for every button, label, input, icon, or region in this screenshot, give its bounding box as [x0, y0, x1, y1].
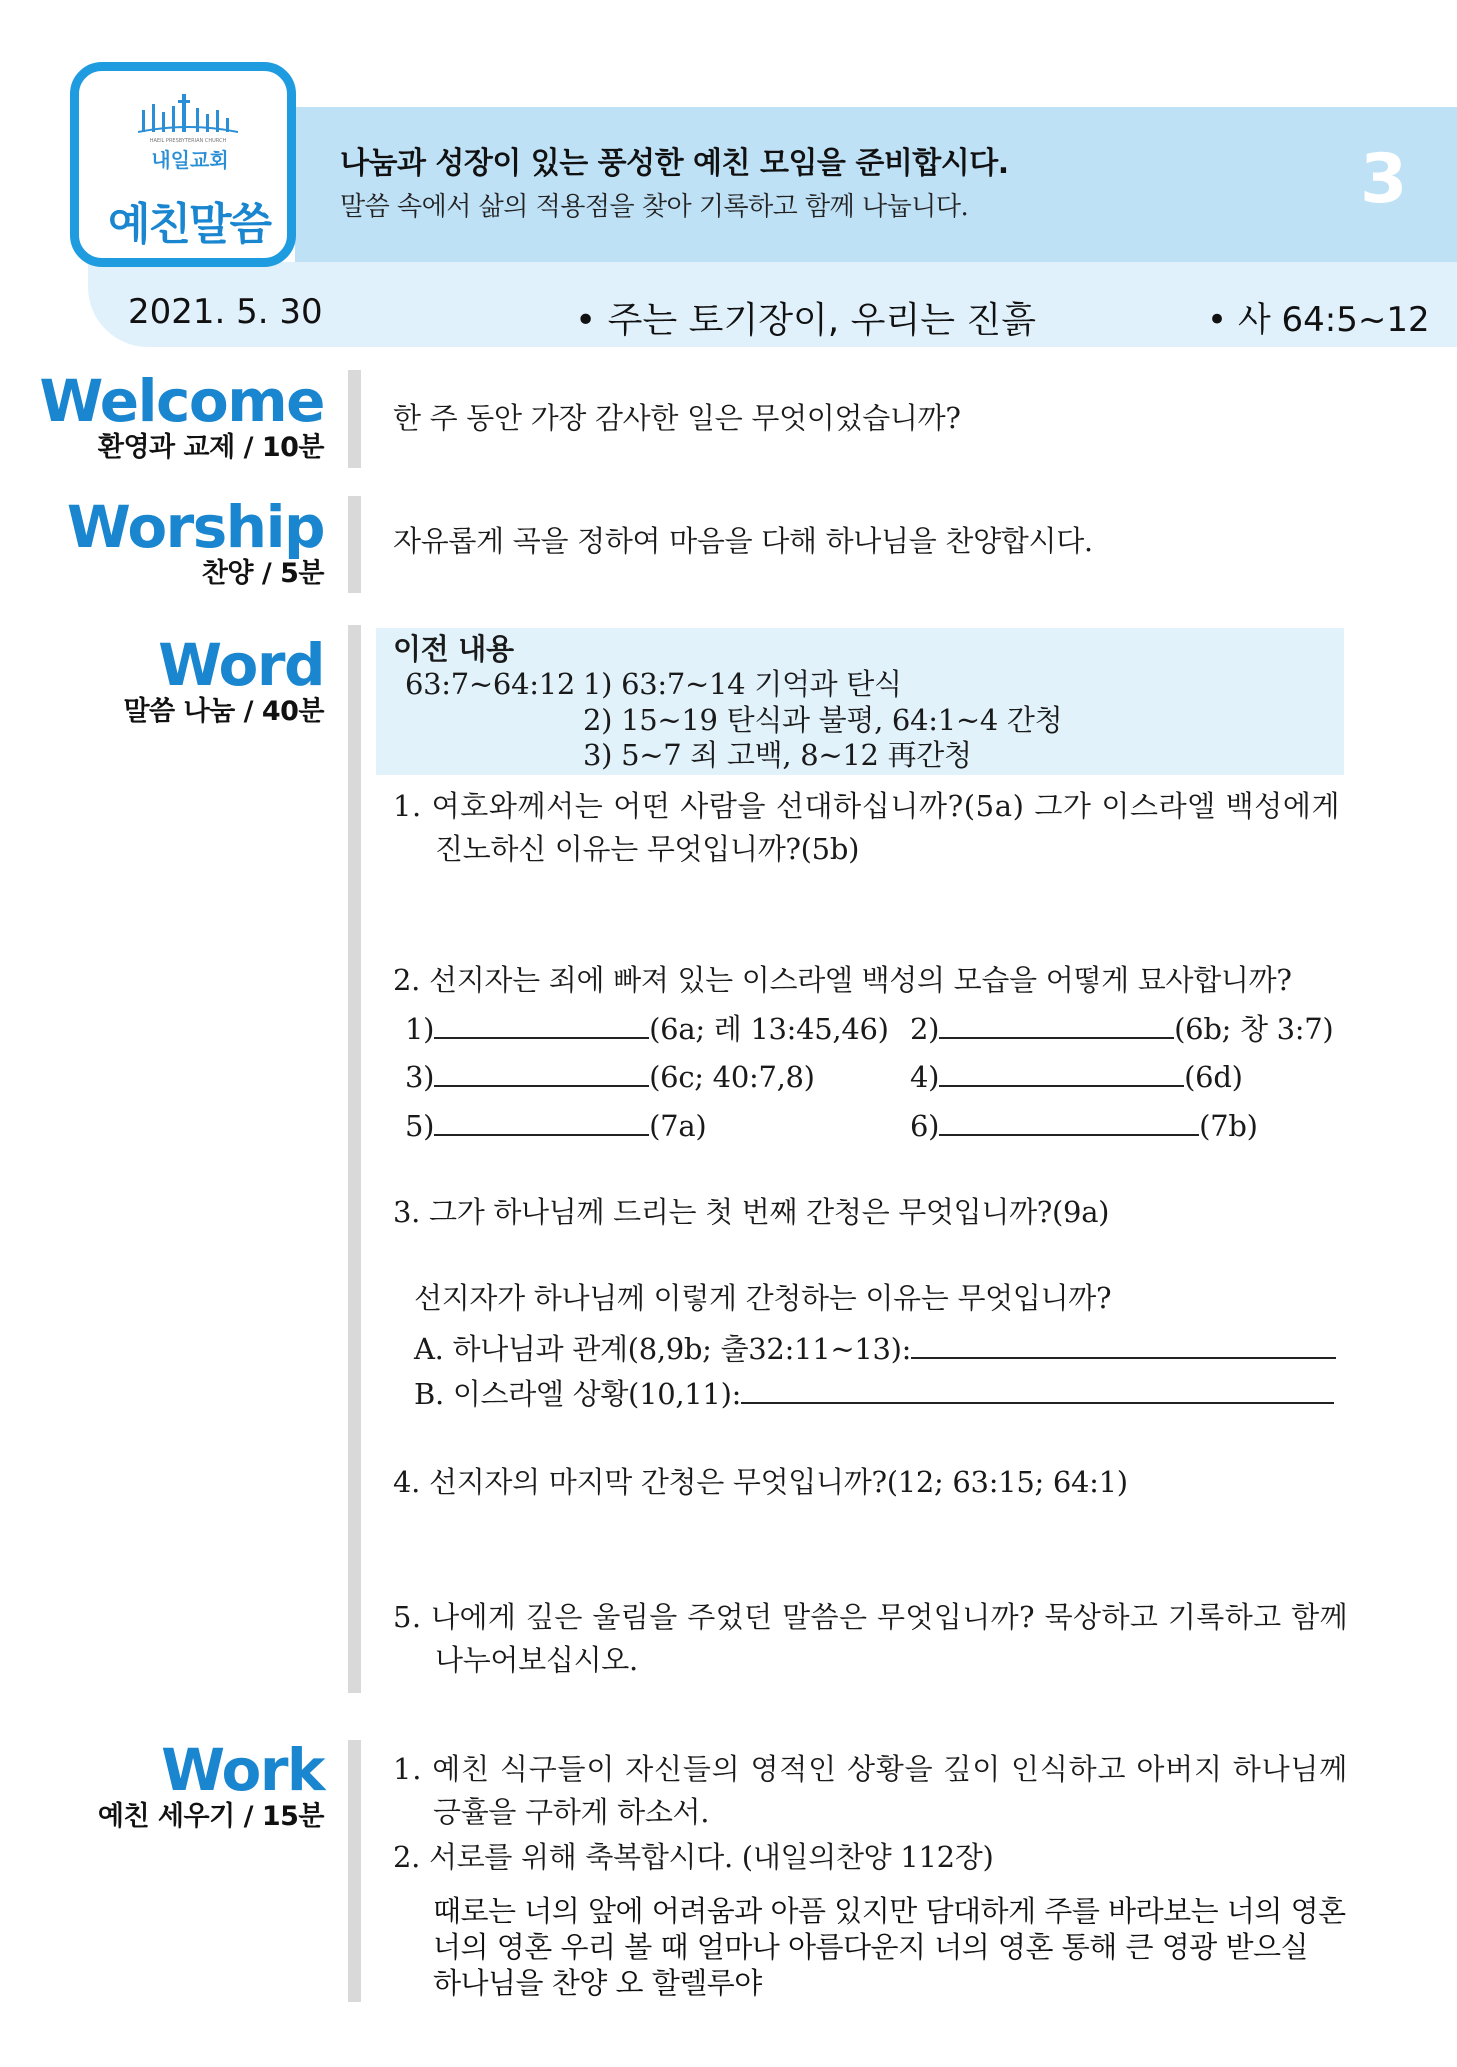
hymn-line: 너의 영혼 우리 볼 때 얼마나 아름다운지 너의 영혼 통해 큰 영광 받으실: [433, 1930, 1309, 1964]
logo-title: 예친말씀: [107, 199, 270, 250]
answer-blank[interactable]: [939, 1009, 1174, 1039]
welcome-text: 한 주 동안 가장 감사한 일은 무엇이었습니까?: [393, 401, 961, 435]
blank-reference: (7b): [1199, 1109, 1258, 1143]
church-name: 내일교회: [151, 148, 229, 172]
worship-text: 자유롭게 곡을 정하여 마음을 다해 하나님을 찬양합시다.: [393, 524, 1093, 558]
work-item-1-cont: 긍휼을 구하게 하소서.: [433, 1795, 710, 1829]
question-4: 4. 선지자의 마지막 간청은 무엇입니까?(12; 63:15; 64:1): [393, 1465, 1128, 1499]
blank-row: [405, 1057, 815, 1092]
answer-blank[interactable]: [741, 1374, 1334, 1404]
previous-item: 1) 63:7~14 기억과 탄식: [583, 667, 902, 701]
scripture-passage: • 사 64:5~12: [1207, 300, 1430, 340]
blank-number: 5): [405, 1109, 435, 1143]
blank-number: 2): [910, 1012, 940, 1046]
work-item-1: 1. 예친 식구들이 자신들의 영적인 상황을 깊이 인식하고 아버지 하나님께: [393, 1752, 1349, 1786]
word-bar: [348, 625, 361, 1693]
answer-blank[interactable]: [434, 1106, 649, 1136]
blank-number: 1): [405, 1012, 435, 1046]
blank-number: 3): [405, 1060, 435, 1094]
answer-blank[interactable]: [939, 1057, 1184, 1087]
hymn-line: 때로는 너의 앞에 어려움과 아픔 있지만 담대하게 주를 바라보는 너의 영혼: [433, 1894, 1346, 1928]
header-title: 나눔과 성장이 있는 풍성한 예친 모임을 준비합시다.: [340, 146, 1009, 181]
blank-row: [405, 1009, 889, 1044]
answer-blank[interactable]: [939, 1106, 1199, 1136]
question-2: 2. 선지자는 죄에 빠져 있는 이스라엘 백성의 모습을 어떻게 묘사합니까?: [393, 963, 1292, 997]
question-1-cont: 진노하신 이유는 무엇입니까?(5b): [435, 832, 860, 866]
header-subtitle: 말씀 속에서 삶의 적용점을 찾아 기록하고 함께 나눕니다.: [340, 192, 969, 222]
question-1: 1. 여호와께서는 어떤 사람을 선대하십니까?(5a) 그가 이스라엘 백성에게: [393, 789, 1341, 823]
blank-row: [910, 1057, 1243, 1092]
blank-row: [910, 1009, 1333, 1044]
question-3-a: [414, 1329, 1336, 1364]
blank-reference: (7a): [649, 1109, 707, 1143]
blank-row: [405, 1106, 706, 1141]
blank-row: [910, 1106, 1258, 1141]
question-3-a-label: A. 하나님과 관계(8,9b; 출32:11~13):: [414, 1332, 912, 1366]
logo-subtitle: HAEIL PRESBYTERIAN CHURCH: [149, 138, 227, 144]
blank-reference: (6a; 레 13:45,46): [649, 1012, 889, 1046]
work-sublabel: 예친 세우기 / 15분: [97, 1801, 324, 1832]
hymn-line: 하나님을 찬양 오 할렐루야: [433, 1966, 762, 2000]
work-bar: [348, 1740, 361, 2002]
previous-item: 2) 15~19 탄식과 불평, 64:1~4 간청: [583, 703, 1063, 737]
blank-reference: (6c; 40:7,8): [649, 1060, 815, 1094]
worship-label: Worship: [66, 493, 324, 561]
answer-blank[interactable]: [911, 1329, 1336, 1359]
question-3-sub: 선지자가 하나님께 이렇게 간청하는 이유는 무엇입니까?: [414, 1281, 1112, 1315]
work-item-2: 2. 서로를 위해 축복합시다. (내일의찬양 112장): [393, 1840, 994, 1874]
answer-blank[interactable]: [434, 1057, 649, 1087]
question-3-b: [414, 1374, 1334, 1409]
word-sublabel: 말씀 나눔 / 40분: [123, 696, 324, 727]
question-5: 5. 나에게 깊은 울림을 주었던 말씀은 무엇입니까? 묵상하고 기록하고 함께: [393, 1600, 1348, 1634]
worship-bar: [348, 496, 361, 593]
previous-content-title: 이전 내용: [393, 632, 514, 666]
question-3-b-label: B. 이스라엘 상황(10,11):: [414, 1377, 742, 1411]
date: 2021. 5. 30: [128, 292, 323, 332]
answer-blank[interactable]: [434, 1009, 649, 1039]
church-skyline-icon: [138, 92, 238, 138]
sermon-title: • 주는 토기장이, 우리는 진흙: [575, 300, 1036, 341]
welcome-bar: [348, 370, 361, 468]
question-5-cont: 나누어보십시오.: [435, 1643, 638, 1677]
previous-content-range: 63:7~64:12: [405, 667, 575, 701]
blank-number: 6): [910, 1109, 940, 1143]
previous-item: 3) 5~7 죄 고백, 8~12 再간청: [583, 738, 972, 772]
word-label: Word: [158, 631, 324, 699]
worship-sublabel: 찬양 / 5분: [201, 558, 324, 589]
page-number: 3: [1360, 140, 1408, 219]
work-label: Work: [161, 1736, 324, 1804]
blank-reference: (6d): [1184, 1060, 1243, 1094]
welcome-label: Welcome: [39, 367, 324, 435]
blank-reference: (6b; 창 3:7): [1174, 1012, 1334, 1046]
welcome-sublabel: 환영과 교제 / 10분: [97, 432, 324, 463]
blank-number: 4): [910, 1060, 940, 1094]
question-3: 3. 그가 하나님께 드리는 첫 번째 간청은 무엇입니까?(9a): [393, 1195, 1110, 1229]
